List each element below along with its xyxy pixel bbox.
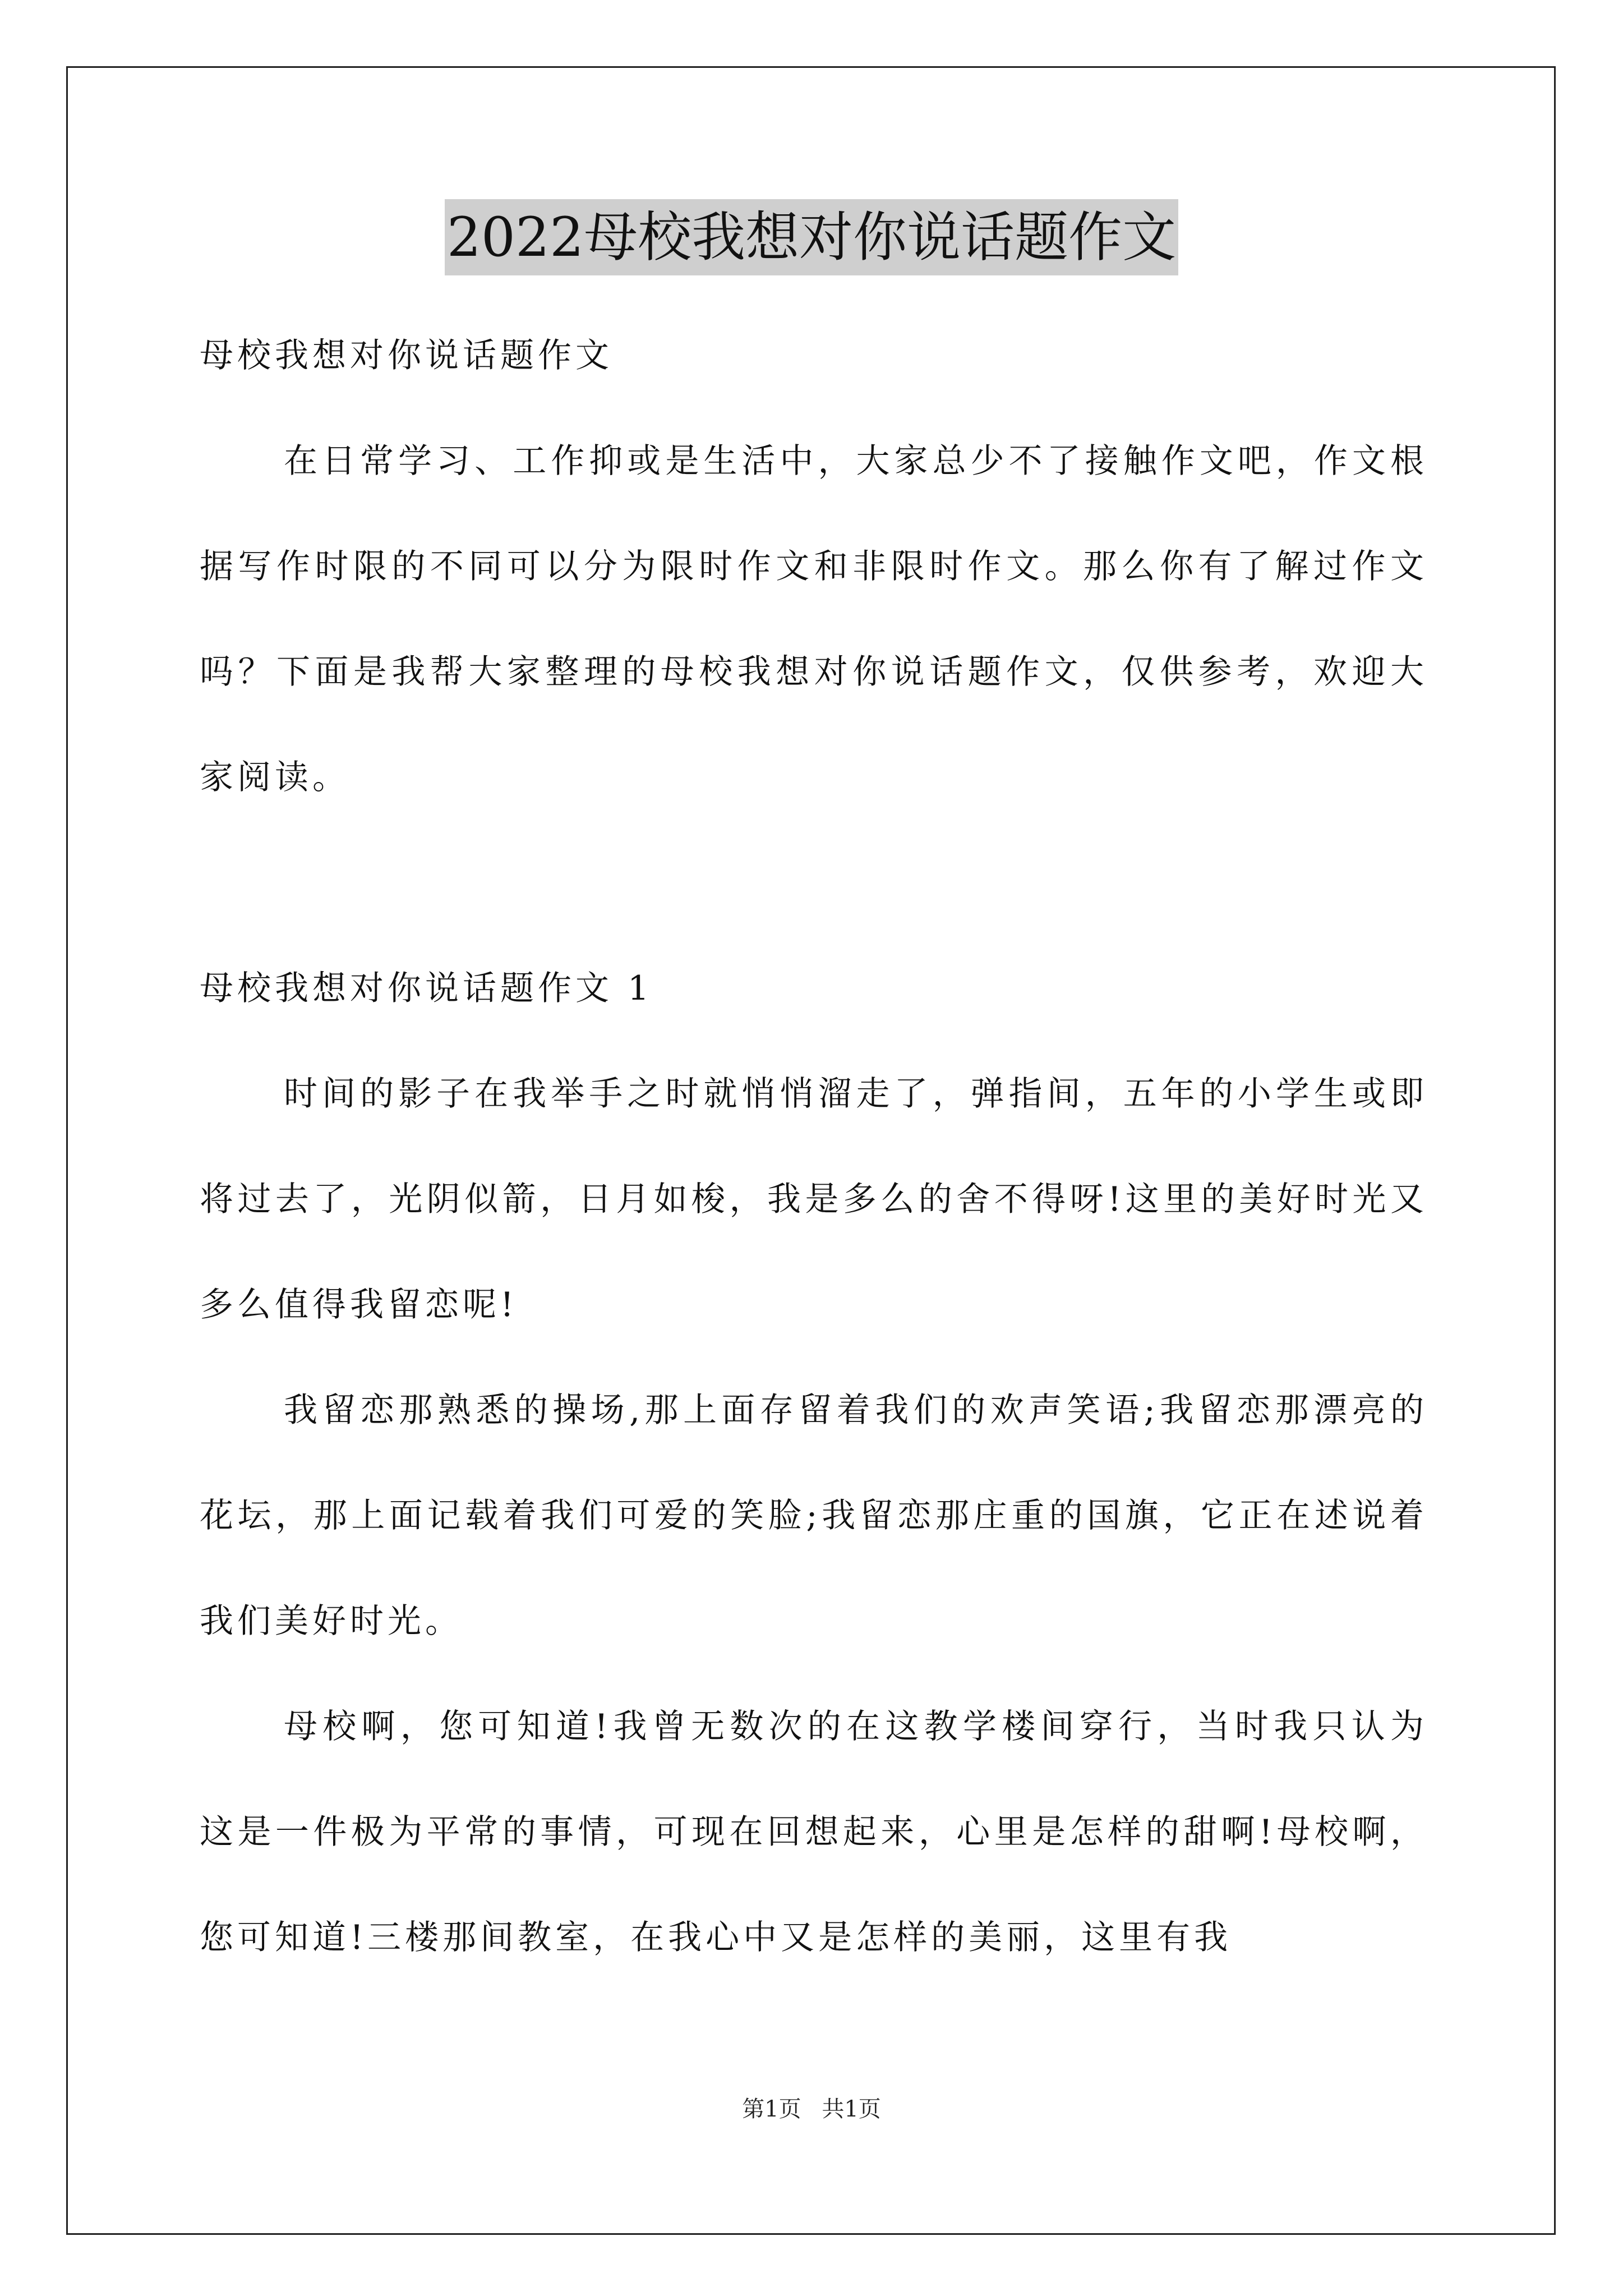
body-paragraph-2: 我留恋那熟悉的操场,那上面存留着我们的欢声笑语;我留恋那漂亮的花坛，那上面记载着我们可爱的笑脸;我留恋那庄重的国旗，它正在述说着我们美好时光。 — [200, 1391, 1428, 1641]
section-heading: 母校我想对你说话题作文 1 — [200, 969, 653, 1008]
page-number-current: 第1页 — [742, 2096, 801, 2122]
document-subtitle: 母校我想对你说话题作文 — [200, 336, 613, 375]
title-container — [0, 199, 1623, 275]
document-body — [200, 303, 1428, 1990]
page-footer — [0, 2093, 1623, 2125]
page-number-total: 共1页 — [822, 2096, 881, 2122]
body-paragraph-1: 时间的影子在我举手之时就悄悄溜走了，弹指间，五年的小学生或即将过去了，光阴似箭，日月如梭，我是多么的舍不得呀!这里的美好时光又多么值得我留恋呢! — [200, 1074, 1428, 1324]
section-spacer — [200, 830, 1428, 936]
document-title: 2022母校我想对你说话题作文 — [445, 199, 1178, 275]
intro-paragraph: 在日常学习、工作抑或是生活中，大家总少不了接触作文吧，作文根据写作时限的不同可以分为限时作文和非限时作文。那么你有了解过作文吗？下面是我帮大家整理的母校我想对你说话题作文，仅供参考，欢迎大家阅读。 — [200, 441, 1428, 797]
body-paragraph-3: 母校啊，您可知道!我曾无数次的在这教学楼间穿行，当时我只认为这是一件极为平常的事情，可现在回想起来，心里是怎样的甜啊!母校啊，您可知道!三楼那间教室，在我心中又是怎样的美丽，这里有我 — [200, 1707, 1428, 1957]
